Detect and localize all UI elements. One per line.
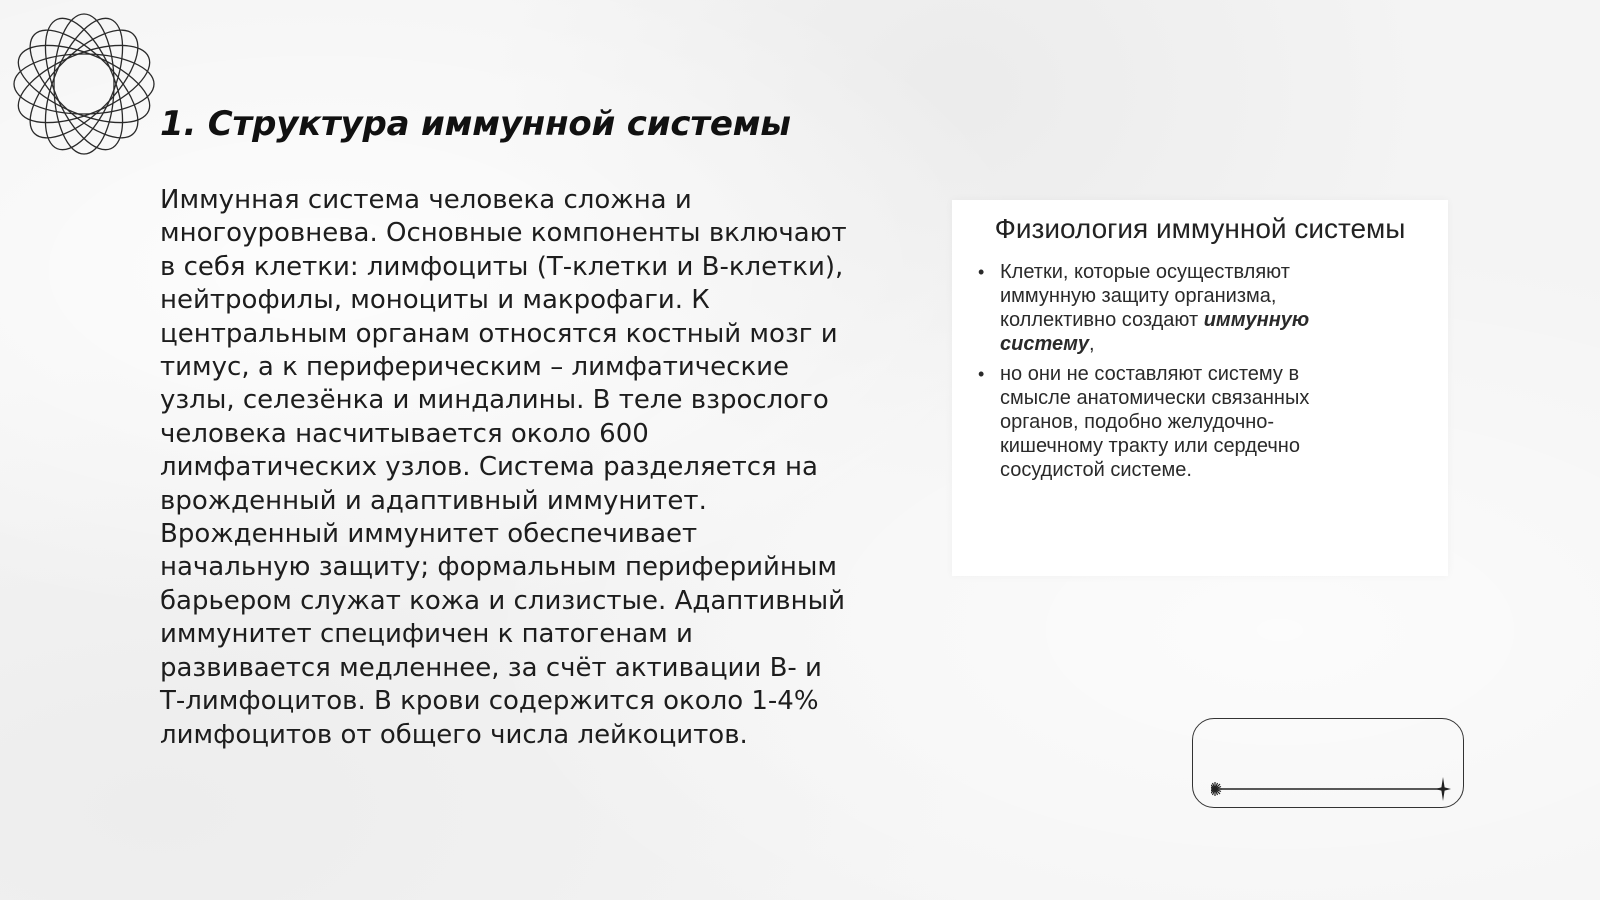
card-bullet-item — [978, 362, 1360, 482]
decorative-line — [1211, 719, 1451, 809]
card-item-emphasis: иммунную систему — [1000, 309, 1310, 355]
body-paragraph: Иммунная система человека сложна и многоуровнева. Основные компоненты включают в себя клетки: лимфоциты (Т-клетки и В-клетки), нейтрофилы, моноциты и макрофаги. К центральным органам относятся костный мозг и тимус, а к периферическим – лимфатические узлы, селезёнка и миндалины. В теле взрослого человека насчитывается около 600 лимфатических узлов. Система разделяется на врожденный и адаптивный иммунитет. Врожденный иммунитет обеспечивает начальную защиту; формальным периферийным барьером служат кожа и слизистые. Адаптивный иммунитет специфичен к патогенам и развивается медленнее, за счёт активации В- и Т-лимфоцитов. В крови содержится около 1-4% лимфоцитов от общего числа лейкоцитов. — [160, 185, 847, 750]
decorative-rounded-frame — [1192, 718, 1464, 808]
card-item-text-after: , — [1089, 333, 1095, 355]
sparkle-icon — [1435, 777, 1451, 801]
physiology-image-card — [952, 200, 1448, 576]
starburst-icon — [1211, 782, 1222, 796]
card-bullet-item — [978, 260, 1360, 356]
card-bullet-list — [952, 260, 1448, 482]
card-item-text: Клетки, которые осуществляют иммунную защиту организма, коллективно создают — [1000, 261, 1290, 331]
slide-title: 1. Структура иммунной системы — [160, 104, 791, 144]
card-title: Физиология иммунной системы — [994, 213, 1406, 244]
card-item-text: но они не составляют систему в смысле анатомически связанных органов, подобно желудочно-кишечному тракту или сердечно сосудистой системе. — [1000, 363, 1310, 481]
bullet-icon: • — [978, 364, 985, 384]
overlapping-circles-logo-icon — [10, 10, 158, 158]
bullet-icon: • — [978, 262, 985, 282]
